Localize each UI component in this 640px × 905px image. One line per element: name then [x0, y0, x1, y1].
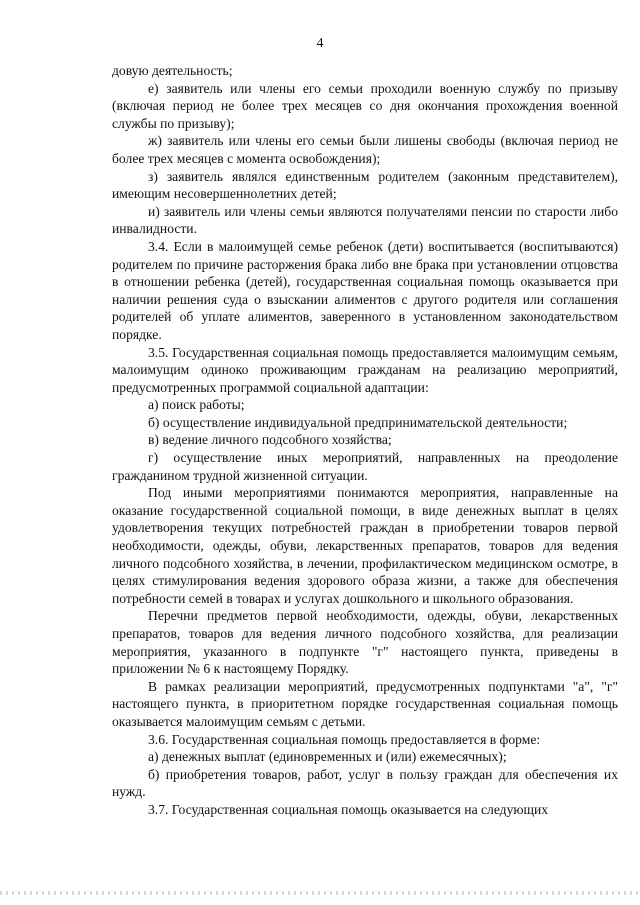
- paragraph: г) осуществление иных мероприятий, направленных на преодоление гражданином трудной жизненной ситуации.: [112, 450, 618, 483]
- paragraph: 3.5. Государственная социальная помощь предоставляется малоимущим семьям, малоимущим одиноко проживающим гражданам на реализацию мероприятий, предусмотренных программой социальной адаптации:: [112, 344, 618, 395]
- paragraph: В рамках реализации мероприятий, предусмотренных подпунктами "а", "г" настоящего пункта, в приоритетном порядке государственная социальная помощь оказывается малоимущим семьям с детьми.: [112, 678, 618, 729]
- paragraph: довую деятельность;: [112, 63, 233, 78]
- paragraph: 3.6. Государственная социальная помощь предоставляется в форме:: [148, 731, 541, 747]
- paragraph: 3.4. Если в малоимущей семье ребенок (дети) воспитывается (воспитываются) родителем по причине расторжения брака либо вне брака при установлении отцовства в отношении ребенка (детей), государственная социальная помощь оказывается при наличии решения суда о взыскании алиментов с другого родителя или соглашения родителей об уплате алиментов, заверенного в установленном законодательством порядке.: [112, 238, 618, 342]
- paragraph: б) приобретения товаров, работ, услуг в пользу граждан для обеспечения их нужд.: [112, 766, 618, 800]
- paragraph: а) денежных выплат (единовременных и (или) ежемесячных);: [148, 749, 507, 765]
- paragraph: ж) заявитель или члены его семьи были лишены свободы (включая период не более трех месяцев с момента освобождения);: [112, 133, 618, 166]
- paragraph: и) заявитель или члены семьи являются получателями пенсии по старости либо инвалидности.: [112, 203, 618, 237]
- paragraph: з) заявитель являлся единственным родителем (законным представителем), имеющим несовершеннолетних детей;: [112, 168, 618, 202]
- scan-edge-artifact: [0, 891, 640, 895]
- paragraph: Перечни предметов первой необходимости, одежды, обуви, лекарственных препаратов, товаров для ведения личного подсобного хозяйства, для реализации мероприятия, указанного в подпункте "г" настоящего пункта, приведены в приложении № 6 к настоящему Порядку.: [112, 608, 618, 677]
- paragraph: в) ведение личного подсобного хозяйства;: [148, 432, 392, 448]
- document-body: [112, 62, 618, 819]
- paragraph: е) заявитель или члены его семьи проходили военную службу по призыву (включая период не более трех месяцев со дня окончания прохождения военной службы по призыву);: [112, 80, 618, 131]
- paragraph: а) поиск работы;: [148, 397, 245, 413]
- page-number: 4: [316, 36, 324, 51]
- paragraph: б) осуществление индивидуальной предпринимательской деятельности;: [148, 414, 568, 430]
- paragraph: 3.7. Государственная социальная помощь оказывается на следующих: [148, 801, 549, 817]
- paragraph: Под иными мероприятиями понимаются мероприятия, направленные на оказание государственной социальной помощи, в виде денежных выплат в целях удовлетворения текущих потребностей граждан в приобретении товаров первой необходимости, одежды, обуви, лекарственных препаратов, товаров для ведения личного подсобного хозяйства, в лечении, профилактическом медицинском осмотре, в целях стимулирования ведения здорового образа жизни, а также для обеспечения потребности семей в товарах и услугах дошкольного и школьного образования.: [112, 485, 618, 606]
